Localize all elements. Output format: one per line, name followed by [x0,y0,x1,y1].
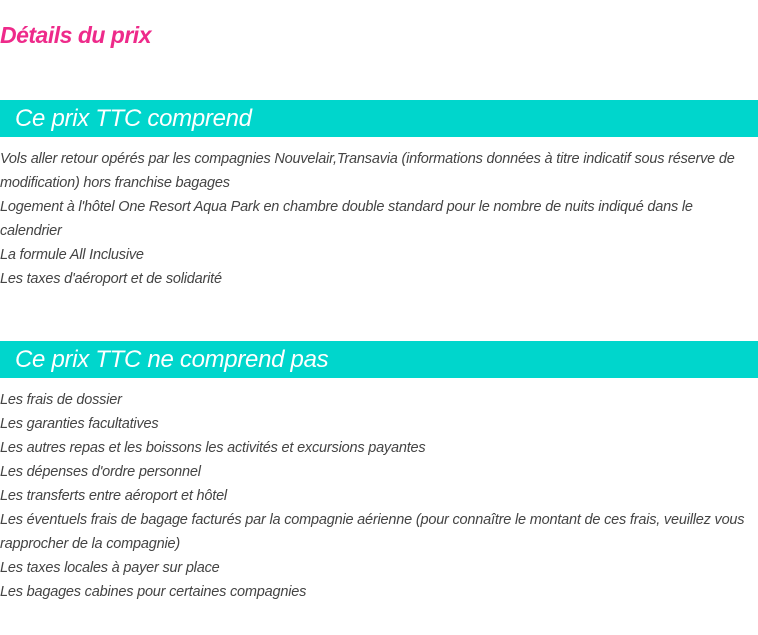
excluded-item: Les dépenses d'ordre personnel [0,464,201,480]
excluded-list [0,378,758,604]
excluded-item: Les autres repas et les boissons les activités et excursions payantes [0,440,426,456]
included-list [0,137,758,291]
excluded-item: Les garanties facultatives [0,416,159,432]
included-item: Les taxes d'aéroport et de solidarité [0,271,222,287]
included-item: Logement à l'hôtel One Resort Aqua Park en chambre double standard pour le nombre de nuits indiqué dans le calendrier [0,199,693,239]
included-section [0,100,758,291]
excluded-heading: Ce prix TTC ne comprend pas [0,341,758,378]
included-item: Vols aller retour opérés par les compagnies Nouvelair,Transavia (informations données à titre indicatif sous réserve de modification) hors franchise bagages [0,151,735,191]
excluded-item: Les transferts entre aéroport et hôtel [0,488,227,504]
excluded-item: Les frais de dossier [0,392,122,408]
page-title: Détails du prix [0,22,151,48]
excluded-item: Les éventuels frais de bagage facturés par la compagnie aérienne (pour connaître le montant de ces frais, veuillez vous rapprocher de la compagnie) [0,512,745,552]
excluded-section [0,341,758,604]
included-heading: Ce prix TTC comprend [0,100,758,137]
excluded-item: Les taxes locales à payer sur place [0,560,220,576]
excluded-item: Les bagages cabines pour certaines compagnies [0,584,307,600]
included-item: La formule All Inclusive [0,247,144,263]
